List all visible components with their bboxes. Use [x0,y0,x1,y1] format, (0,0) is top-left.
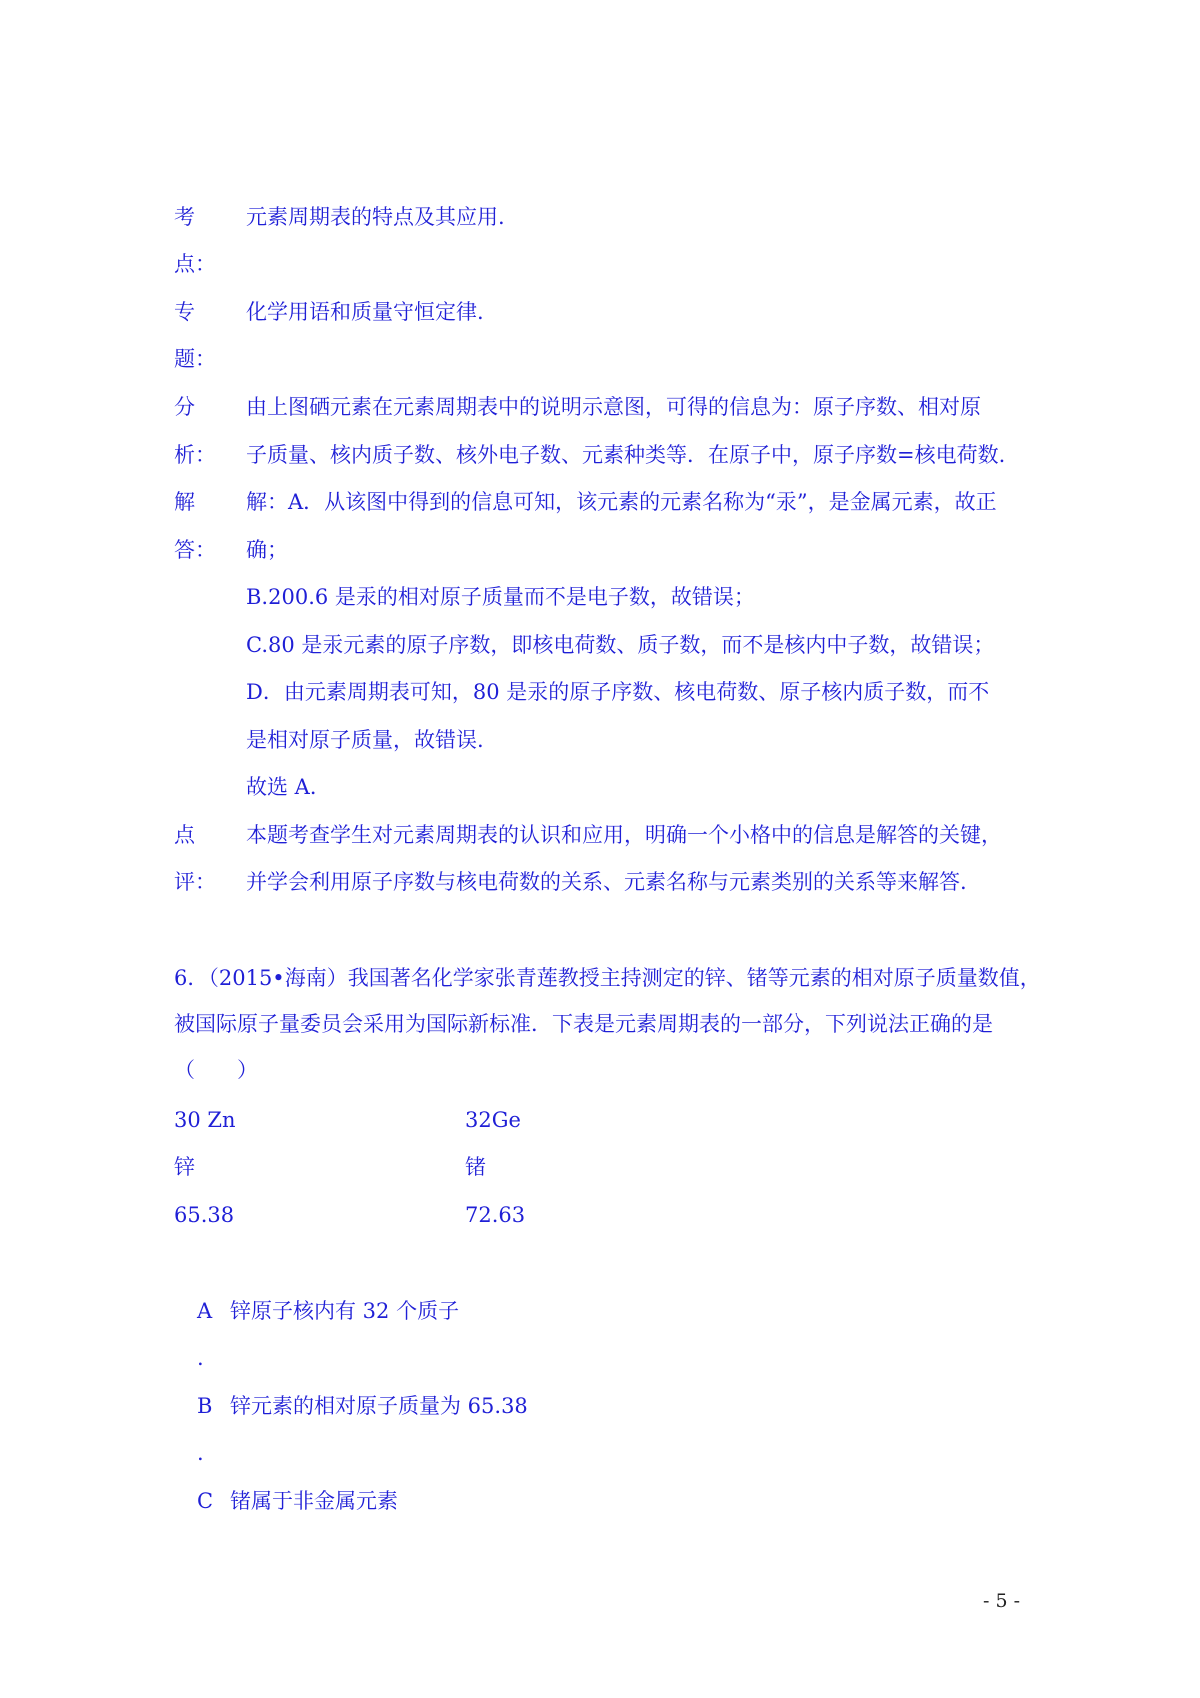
option-b-text: 锌元素的相对原子质量为 65.38 [230,1394,528,1418]
jieda-line-1: 解：A．从该图中得到的信息可知，该元素的元素名称为“汞”，是金属元素，故正 [246,490,997,514]
option-a-letter: A [197,1299,213,1323]
jieda-label-1: 解 [174,490,195,514]
dianping-line-2: 并学会利用原子序数与核电荷数的关系、元素名称与元素类别的关系等来解答. [246,870,967,894]
zhuanti-label-1: 专 [174,300,195,324]
page-number: - 5 - [982,1590,1020,1612]
jieda-line-2: 确； [246,538,288,562]
fenxi-label-2: 析： [174,443,216,467]
question-line-2: 被国际原子量委员会采用为国际新标准．下表是元素周期表的一部分，下列说法正确的是 [174,1012,993,1036]
dianping-label-1: 点 [174,823,195,847]
element-ge-mass: 72.63 [465,1203,526,1227]
question-line-1: 6．（2015•海南）我国著名化学家张青莲教授主持测定的锌、锗等元素的相对原子质量数值， [174,966,1041,990]
fenxi-line-1: 由上图硒元素在元素周期表中的说明示意图，可得的信息为：原子序数、相对原 [246,395,981,419]
option-c-letter: C [197,1489,214,1513]
option-b-letter: B [197,1394,213,1418]
option-a-text: 锌原子核内有 32 个质子 [230,1299,460,1323]
fenxi-line-2: 子质量、核内质子数、核外电子数、元素种类等．在原子中，原子序数=核电荷数. [246,443,1006,467]
jieda-line-6: 是相对原子质量，故错误. [246,728,484,752]
kaodian-label-2: 点： [174,252,216,276]
jieda-label-2: 答： [174,538,216,562]
dianping-line-1: 本题考查学生对元素周期表的认识和应用，明确一个小格中的信息是解答的关键， [246,823,1002,847]
question-line-3: （ ） [174,1058,258,1082]
fenxi-label-1: 分 [174,395,195,419]
kaodian-label-1: 考 [174,205,195,229]
zhuanti-label-2: 题： [174,347,216,371]
element-ge-symbol: 32Ge [465,1108,521,1132]
jieda-line-5: D．由元素周期表可知，80 是汞的原子序数、核电荷数、原子核内质子数，而不 [246,680,990,704]
element-ge-name: 锗 [465,1155,486,1179]
option-a-dot: . [197,1346,204,1370]
element-zn-name: 锌 [174,1155,195,1179]
dianping-label-2: 评： [174,870,216,894]
option-b-dot: . [197,1441,204,1465]
jieda-line-3: B.200.6 是汞的相对原子质量而不是电子数，故错误； [246,585,755,609]
element-zn-mass: 65.38 [174,1203,235,1227]
zhuanti-text: 化学用语和质量守恒定律. [246,300,484,324]
kaodian-text: 元素周期表的特点及其应用. [246,205,505,229]
jieda-line-7: 故选 A． [246,775,331,799]
element-zn-symbol: 30 Zn [174,1108,236,1132]
option-c-text: 锗属于非金属元素 [230,1489,398,1513]
jieda-line-4: C.80 是汞元素的原子序数，即核电荷数、质子数，而不是核内中子数，故错误； [246,633,995,657]
